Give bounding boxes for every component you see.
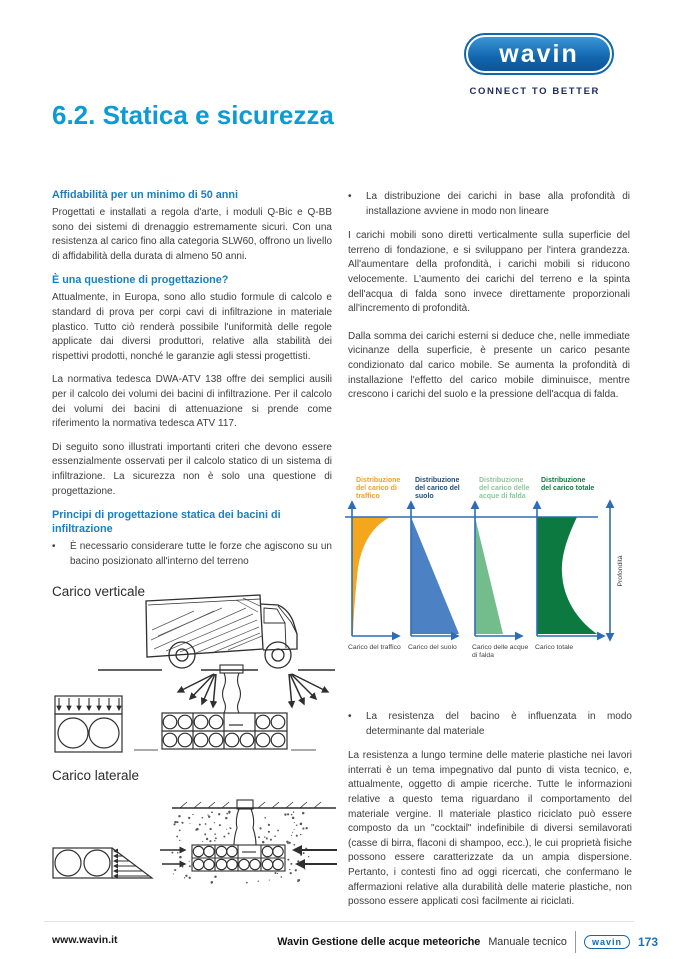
bullet-marker: •	[348, 711, 352, 722]
groundwater-load-area	[475, 517, 503, 634]
footer-url: www.wavin.it	[52, 934, 118, 946]
load-distribution-chart	[345, 468, 665, 668]
wavin-logo	[464, 33, 614, 75]
paragraph: Progettati e installati a regola d'arte, i moduli Q-Bic e Q-BB sono dei sistemi di drenaggio estremamente sicuri. Con una resistenza al carico fino alla categoria SLW60, offrono un livello di affidabilità della durata di almeno 50 anni.	[52, 207, 332, 262]
svg-text:del carico di: del carico di	[356, 485, 397, 492]
footer-wavin-logo-text: wavin	[591, 937, 622, 947]
earth-pressure-inset	[53, 848, 152, 878]
wavin-logo-text: wavin	[499, 39, 579, 68]
svg-text:Carico delle acque: Carico delle acque	[472, 644, 529, 651]
svg-text:Distribuzione: Distribuzione	[541, 477, 586, 484]
figure-label-vertical-load: Carico verticale	[52, 584, 146, 599]
footer	[0, 929, 678, 955]
svg-text:acque di falda: acque di falda	[479, 493, 526, 500]
infiltration-unit	[192, 845, 285, 871]
svg-text:traffico: traffico	[356, 493, 380, 500]
bullet-item	[52, 540, 332, 569]
footer-series-subtitle: Manuale tecnico	[488, 936, 567, 948]
xlabel-traffic: Carico del traffico	[348, 644, 401, 651]
footer-wavin-logo	[584, 935, 630, 949]
svg-text:di falda: di falda	[472, 652, 494, 659]
svg-text:del carico del: del carico del	[415, 485, 460, 492]
right-column-bottom	[348, 708, 632, 919]
total-load-area	[537, 517, 597, 634]
bullet-marker: •	[52, 541, 56, 553]
figure-label-lateral-load: Carico laterale	[52, 768, 140, 783]
xlabel-groundwater	[472, 644, 529, 659]
load-spread-arrows	[178, 674, 328, 707]
chart-title-soil	[415, 477, 460, 500]
infiltration-unit	[162, 713, 287, 749]
vertical-load-sketch	[46, 592, 338, 787]
section-heading-progettazione: È una questione di progettazione?	[52, 274, 229, 287]
paragraph: Di seguito sono illustrati importanti criteri che devono essere essenzialmente osservati per il calcolo statico di un sistema di infiltrazione. La sicurezza non è solo una questione di progettazione.	[52, 441, 332, 497]
lateral-load-sketch	[44, 793, 344, 898]
chart-title-total	[541, 477, 594, 492]
bullet-item	[348, 190, 630, 219]
section-heading-affidabilita: Affidabilità per un minimo di 50 anni	[52, 189, 238, 201]
bullet-marker: •	[348, 191, 352, 202]
paragraph: La resistenza a lungo termine delle materie plastiche nei lavori interrati è un tema impegnativo dal punto di vista tecnico, e, attualmente, oggetto di ampie ricerche. Tutte le informazioni relative a questo tema riguardano il comportamento del materiale vergine. Il materiale plastico riciclato può essere composto da un "cocktail" indefinibile di diversi semilavorati (casse di birra, flaconi di shampoo, ecc.), le cui proprietà fisiche possono essere caratterizzate da un ampia dispersione. Pertanto, i contesti fino ad oggi ricercati, che confermano le affermazioni relative alla durabilità delle materie plastiche, non possono essere applicati così facilmente ai riciclati.	[348, 750, 632, 908]
svg-text:del carico delle: del carico delle	[479, 485, 530, 492]
paragraph: La normativa tedesca DWA-ATV 138 offre dei semplici ausili per il calcolo dei volumi dei bacini di infiltrazione. Per il calcolo dei volumi dei bacini di attenuazione si prende come riferimento la normativa tedesca ATV 117.	[52, 374, 332, 430]
left-column	[52, 188, 332, 579]
xlabel-soil: Carico del suolo	[408, 644, 457, 651]
riser-shaft	[234, 800, 256, 845]
footer-divider	[575, 931, 576, 953]
svg-text:Distribuzione: Distribuzione	[479, 477, 524, 484]
paragraph: Dalla somma dei carichi esterni si deduce che, nelle immediate vicinanze della superficie, è presente un carico pesante condizionato dal carico mobile. Se aumenta la profondità di installazione l'effetto del carico mobile diminuisce, mentre crescono i carichi del suolo e la pressione dell'acqua di falda.	[348, 330, 630, 401]
bullet-text: La resistenza del bacino è influenzata in modo determinante dal materiale	[366, 711, 632, 737]
wavin-logo-pill	[468, 37, 610, 71]
chart-title-traffic	[356, 477, 400, 500]
ylabel-depth: Profondità	[617, 555, 624, 587]
footer-series-title: Wavin Gestione delle acque meteoriche	[277, 936, 481, 948]
soil-load-area	[411, 517, 459, 634]
svg-text:suolo: suolo	[415, 493, 434, 500]
bullet-item	[348, 710, 632, 739]
svg-text:Distribuzione: Distribuzione	[415, 477, 460, 484]
svg-text:Distribuzione: Distribuzione	[356, 477, 401, 484]
van-drawing	[146, 595, 297, 668]
distributed-load-inset	[55, 696, 122, 752]
xlabel-total: Carico totale	[535, 644, 574, 651]
paragraph: Attualmente, in Europa, sono allo studio formule di calcolo e standard di prova per corpi cavi di infiltrazione in materiale plastico. Tutto ciò renderà possibile l'uniformità delle regole applicate dai diversi produttori, relative alla stabilità dei rispettivi prodotti, nonché le garanzie agli stessi progettisti.	[52, 292, 332, 362]
page-number: 173	[637, 935, 658, 949]
section-heading-principi: Principi di progettazione statica dei bacini di infiltrazione	[52, 509, 281, 536]
bullet-text: La distribuzione dei carichi in base alla profondità di installazione avviene in modo non lineare	[366, 191, 630, 217]
ground-surface	[172, 802, 336, 808]
traffic-load-area	[352, 517, 390, 634]
chart-title-groundwater	[479, 477, 530, 500]
inspection-shaft	[220, 665, 243, 713]
brand-tagline: CONNECT TO BETTER	[469, 86, 600, 97]
footer-rule	[44, 921, 634, 922]
right-column-top	[348, 188, 630, 412]
svg-text:del carico totale: del carico totale	[541, 485, 595, 492]
page-title: 6.2. Statica e sicurezza	[52, 100, 334, 130]
bullet-text: È necessario considerare tutte le forze che agiscono su un bacino posizionato all'interno del terreno	[70, 541, 332, 567]
paragraph: I carichi mobili sono diretti verticalmente sulla superficie del terreno di fondazione, e si sviluppano per l'intera grandezza. All'aumentare della profondità, i carichi mobili si riducono velocemente. L'aumento dei carichi del terreno e la spinta dell'acqua di falda sono invece direttamente proporzionali all'incremento di profondità.	[348, 230, 630, 315]
